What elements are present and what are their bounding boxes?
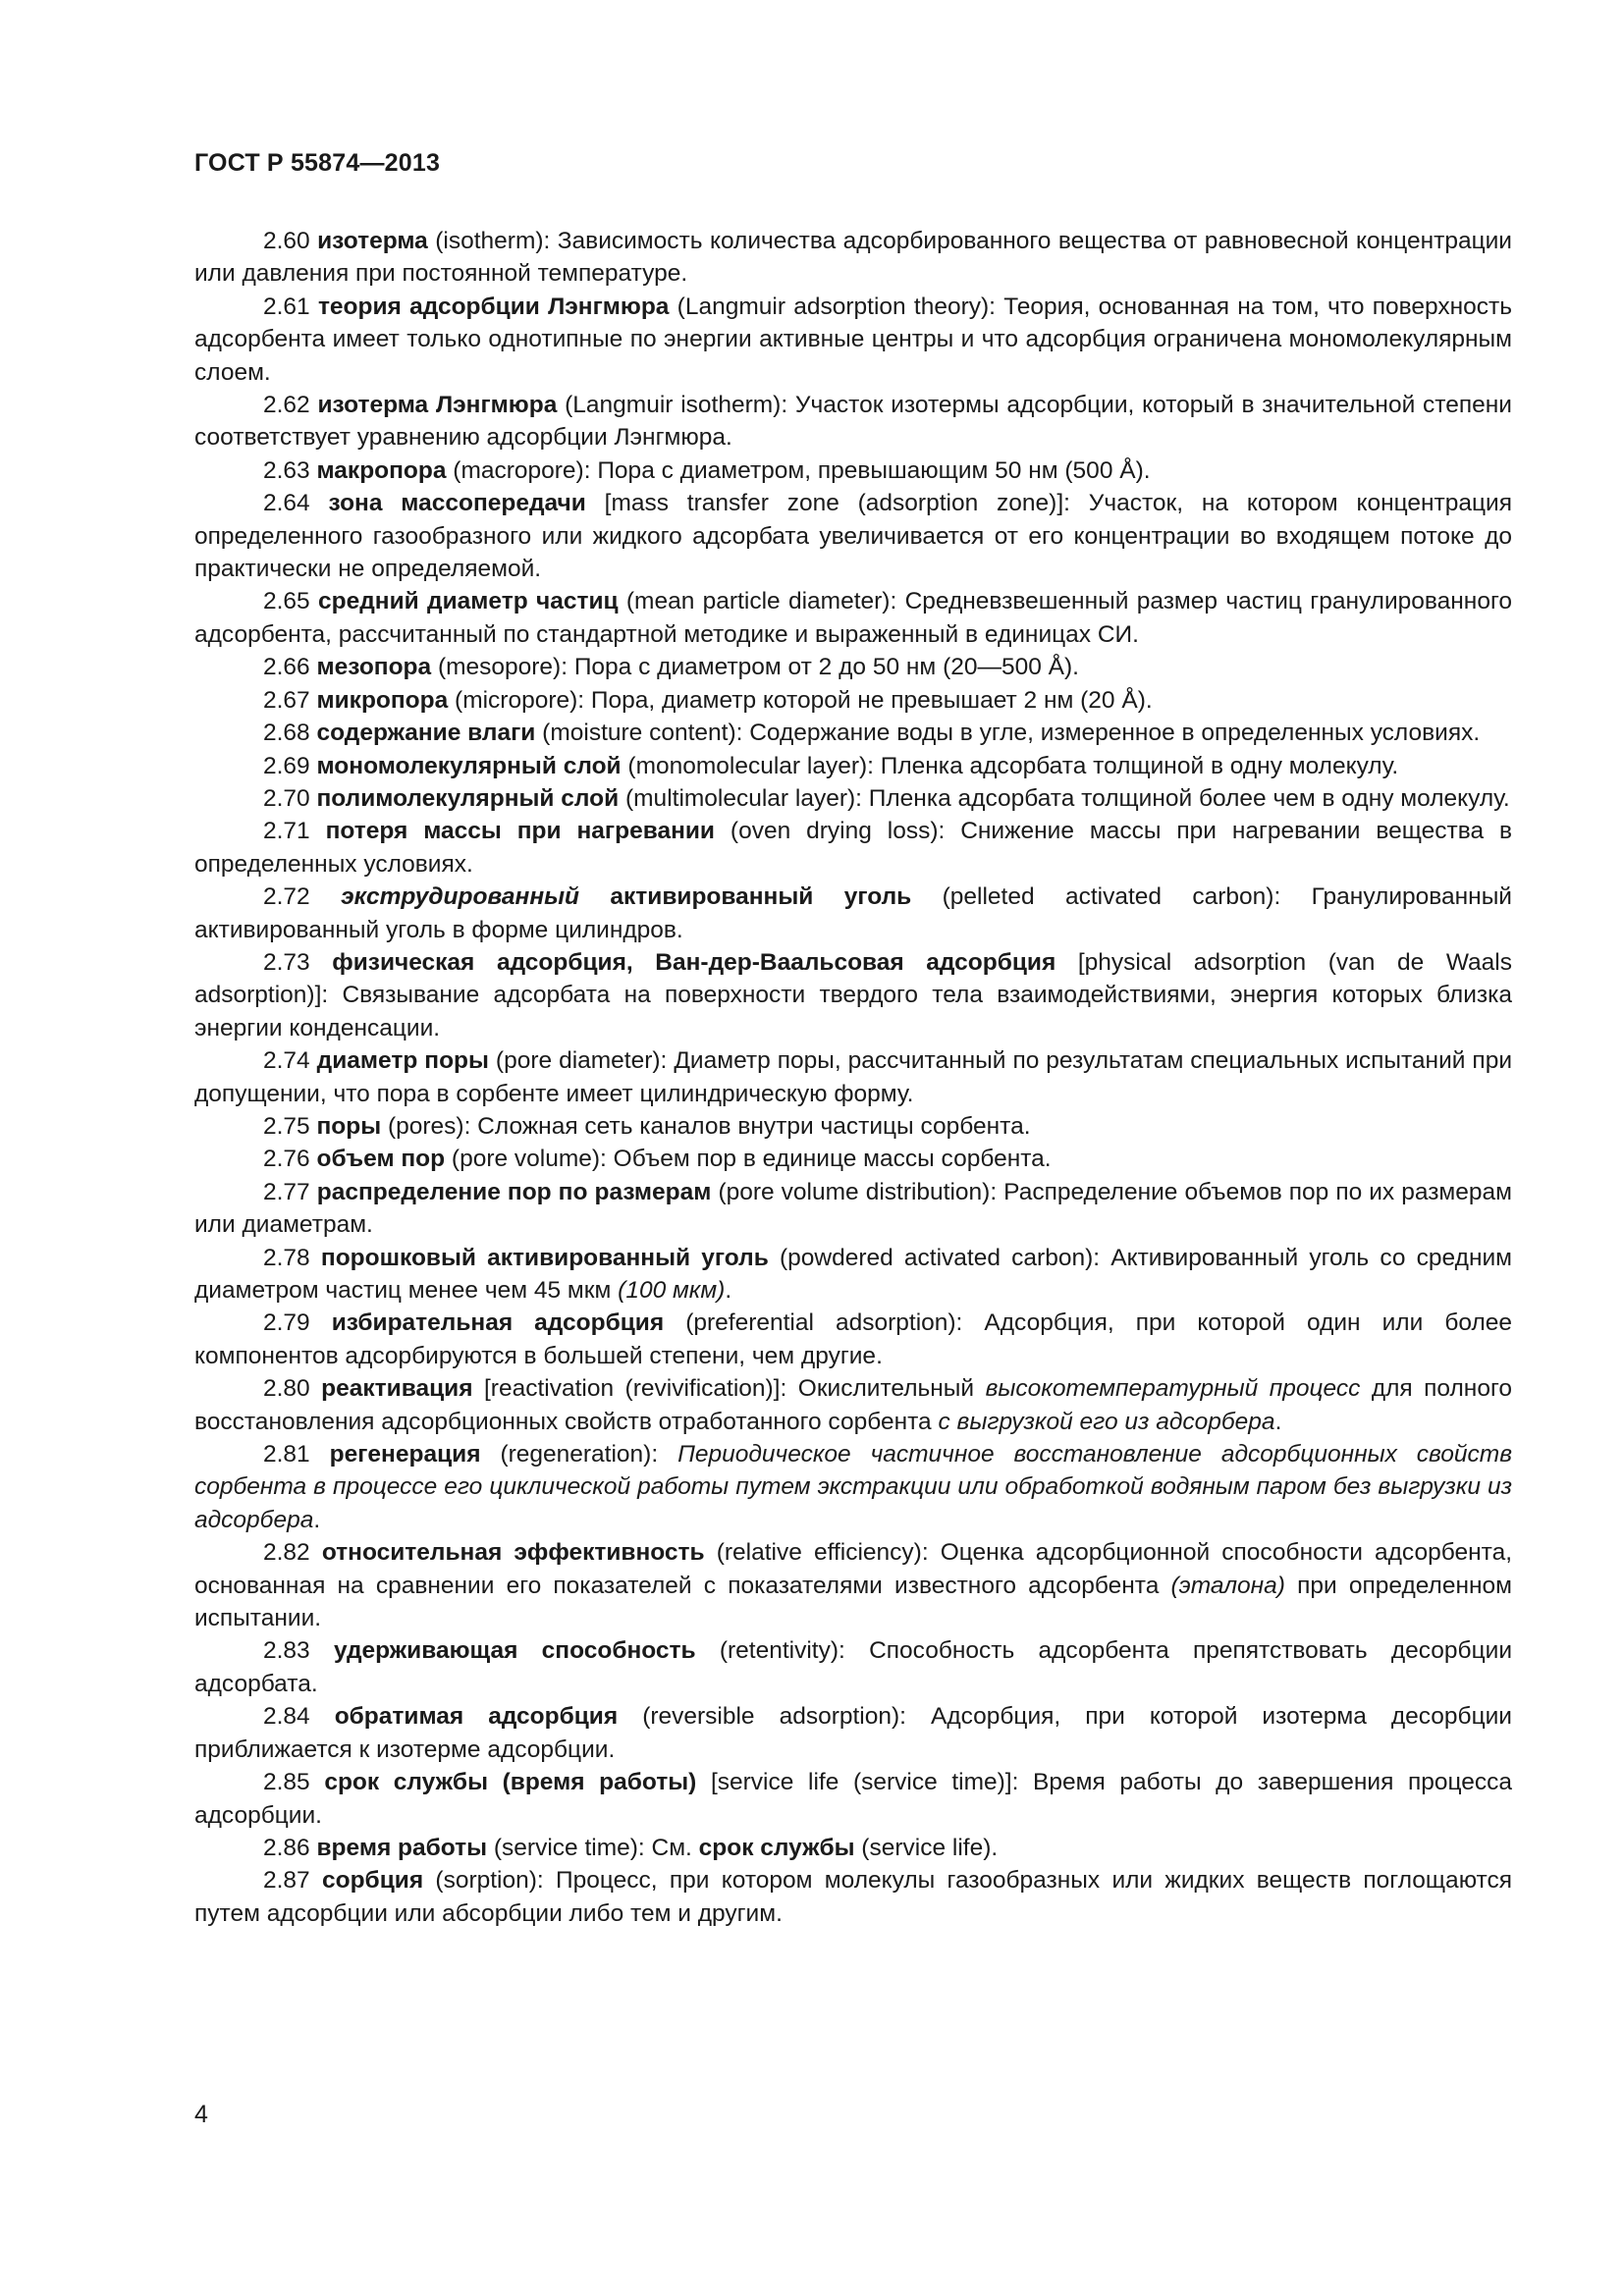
term-name: время работы [316, 1834, 488, 1861]
term-entry [194, 389, 1512, 454]
term-text-run: (monomolecular layer): Пленка адсорбата толщиной в одну молекулу. [621, 752, 1399, 779]
term-entry [194, 946, 1512, 1044]
term-entry [194, 782, 1512, 815]
term-name: срок службы [698, 1834, 855, 1861]
term-entry [194, 1307, 1512, 1372]
term-name: мезопора [316, 654, 432, 681]
term-text-run: (retentivity): Способность адсорбента препятствовать десорбции адсорбата. [194, 1637, 1512, 1697]
term-entry [194, 585, 1512, 651]
term-text-run: 2.87 [263, 1867, 322, 1895]
term-text-run: 2.66 [263, 654, 317, 681]
term-entry [194, 1176, 1512, 1242]
term-text-run: 2.79 [263, 1309, 332, 1337]
term-entry [194, 487, 1512, 585]
term-entry [194, 684, 1512, 717]
term-text-run: (isotherm): Зависимость количества адсорбированного вещества от равновесной концентрации или давления при постоянной температуре. [194, 228, 1512, 288]
term-text-run: (pore diameter): Диаметр поры, рассчитанный по результатам специальных испытаний при допущении, что пора в сорбенте имеет цилиндрическую форму. [194, 1047, 1513, 1107]
term-name: реактивация [321, 1375, 473, 1403]
term-name [341, 883, 579, 910]
term-entry [194, 1766, 1512, 1832]
term-text-run: 2.74 [263, 1047, 317, 1075]
term-name: средний диаметр частиц [318, 588, 619, 615]
term-text-run: 2.81 [263, 1441, 330, 1468]
term-text-run: 2.78 [263, 1244, 321, 1271]
term-name: удерживающая способность [333, 1637, 696, 1665]
term-text-run: (reversible adsorption): Адсорбция, при которой изотерма десорбции приближается к изотерме адсорбции. [194, 1703, 1512, 1763]
term-name: избирательная адсорбция [331, 1309, 665, 1337]
term-name: потеря массы при нагревании [325, 818, 715, 845]
term-text-run: 2.72 [263, 883, 342, 911]
term-text-run: (moisture content): Содержание воды в угле, измеренное в определенных условиях. [535, 720, 1481, 747]
term-text-run: [service life (service time)]: Время работы до завершения процесса адсорбции. [194, 1769, 1513, 1829]
term-entry [194, 1438, 1512, 1536]
term-name: физическая адсорбция, Ван-дер-Ваальсовая адсорбция [332, 948, 1056, 976]
term-text-run: 2.84 [263, 1703, 335, 1731]
term-text-run: высокотемпературный процесс [985, 1375, 1361, 1403]
term-name: изотерма [317, 228, 428, 254]
term-entry [194, 1044, 1512, 1110]
term-text-run: (эталона) [1170, 1572, 1285, 1599]
term-text-run: (100 мкм) [618, 1277, 726, 1304]
term-text-run: 2.60 [263, 228, 318, 254]
term-name: полимолекулярный слой [316, 784, 620, 812]
term-text-run: 2.62 [263, 392, 318, 419]
term-text-run: 2.63 [263, 456, 317, 484]
term-text-run: 2.71 [263, 818, 326, 845]
term-text-run: 2.65 [263, 588, 319, 615]
term-text-run: . [1274, 1408, 1282, 1435]
page-number: 4 [194, 2101, 208, 2128]
term-text-run: (service time): См. [487, 1834, 699, 1861]
term-text-run: (preferential adsorption): Адсорбция, при которой один или более компонентов адсорбируются в большей степени, чем другие. [194, 1309, 1513, 1369]
term-text-run: (Langmuir adsorption theory): Теория, основанная на том, что поверхность адсорбента имеет только однотипные по энергии активные центры и что адсорбция ограничена мономолекулярным слоем. [194, 293, 1512, 386]
term-entry [194, 750, 1512, 782]
term-name: сорбция [322, 1867, 424, 1895]
term-entry [194, 454, 1512, 487]
term-text-run: 2.82 [263, 1539, 322, 1567]
term-text-run: (relative efficiency): Оценка адсорбционной способности адсорбента, основанная на сравнении его показателей с показателями известного адсорбента [194, 1539, 1513, 1599]
term-entry [194, 1634, 1512, 1700]
term-text-run: [physical adsorption (van de Waals adsorption)]: Связывание адсорбата на поверхности твердого тела взаимодействиями, энергия которых близка энергии конденсации. [194, 948, 1512, 1041]
term-entry [194, 1864, 1512, 1930]
term-name: поры [316, 1112, 382, 1140]
term-text-run: . [313, 1506, 321, 1533]
term-text-run: 2.73 [263, 948, 333, 976]
term-entry [194, 291, 1512, 389]
term-text-run: 2.70 [263, 784, 317, 812]
term-text-run: 2.68 [263, 720, 317, 747]
term-name: срок службы (время работы) [324, 1769, 697, 1796]
terms-list [194, 225, 1512, 1930]
term-entry [194, 1143, 1512, 1175]
term-entry [194, 1700, 1512, 1766]
term-text-run: 2.85 [263, 1769, 325, 1796]
term-text-run: экструдированный [341, 883, 580, 911]
term-text-run: 2.69 [263, 752, 317, 779]
term-name: обратимая адсорбция [334, 1703, 619, 1731]
term-entry [194, 1536, 1512, 1634]
term-entry [194, 1110, 1512, 1143]
term-text-run: (powdered activated carbon): Активированный уголь со средним диаметром частиц менее чем 45 мкм [194, 1244, 1513, 1304]
term-text-run: (sorption): Процесс, при котором молекулы газообразных или жидких веществ поглощаются путем адсорбции или абсорбции либо тем и другим. [194, 1867, 1512, 1927]
term-text-run: при определенном испытании. [194, 1572, 1513, 1632]
term-text-run: . [725, 1277, 732, 1304]
term-text-run: (oven drying loss): Снижение массы при нагревании вещества в определенных условиях. [194, 818, 1513, 878]
term-text-run: [mass transfer zone (adsorption zone)]: Участок, на котором концентрация определенного газообразного или жидкого адсорбата увеличивается от его концентрации во входящем потоке до практически не определяемой. [194, 490, 1512, 583]
document-header: ГОСТ Р 55874—2013 [194, 149, 441, 177]
term-name: активированный уголь [579, 883, 912, 911]
term-text-run: (mesopore): Пора с диаметром от 2 до 50 нм (20—500 Å). [431, 654, 1079, 681]
term-text-run: с выгрузкой его из адсорбера [938, 1408, 1275, 1435]
term-text-run: (pelleted activated carbon): Гранулированный активированный уголь в форме цилиндров. [194, 883, 1512, 943]
term-entry [194, 881, 1512, 946]
term-text-run: (pore volume distribution): Распределение объемов пор по их размерам или диаметрам. [194, 1178, 1512, 1239]
term-text-run: 2.80 [263, 1375, 322, 1403]
term-text-run: 2.64 [263, 490, 329, 517]
term-entry [194, 651, 1512, 683]
term-name: объем пор [316, 1146, 446, 1173]
term-text-run: (pores): Сложная сеть каналов внутри частицы сорбента. [381, 1112, 1031, 1140]
term-name: микропора [316, 686, 449, 714]
term-text-run: 2.83 [263, 1637, 334, 1665]
term-entry [194, 1372, 1512, 1438]
term-text-run: (Langmuir isotherm): Участок изотермы адсорбции, который в значительной степени соответствует уравнению адсорбции Лэнгмюра. [194, 392, 1512, 452]
term-text-run: 2.76 [263, 1146, 317, 1173]
term-text-run: 2.75 [263, 1112, 317, 1140]
term-text-run: (multimolecular layer): Пленка адсорбата толщиной более чем в одну молекулу. [619, 784, 1510, 812]
term-text-run: (mean particle diameter): Средневзвешенный размер частиц гранулированного адсорбента, рассчитанный по стандартной методике и выраженный в единицах СИ. [194, 588, 1512, 648]
term-text-run: 2.86 [263, 1834, 317, 1861]
term-name: распределение пор по размерам [316, 1178, 712, 1205]
term-name: зона массопередачи [328, 490, 586, 517]
term-name: содержание влаги [316, 720, 536, 747]
term-text-run: (pore volume): Объем пор в единице массы сорбента. [445, 1146, 1052, 1173]
term-entry [194, 717, 1512, 749]
term-name: порошковый активированный уголь [320, 1244, 769, 1271]
term-name: регенерация [329, 1441, 481, 1468]
term-text-run: (service life). [854, 1834, 999, 1861]
term-name: относительная эффективность [321, 1539, 705, 1567]
term-text-run: 2.61 [263, 293, 318, 320]
term-entry [194, 1242, 1512, 1308]
term-entry [194, 225, 1512, 291]
term-text-run: (macropore): Пора с диаметром, превышающим 50 нм (500 Å). [446, 456, 1151, 484]
term-text-run: (micropore): Пора, диаметр которой не превышает 2 нм (20 Å). [448, 686, 1153, 714]
term-name: теория адсорбции Лэнгмюра [317, 293, 670, 320]
term-name: макропора [316, 456, 447, 484]
term-name: диаметр поры [316, 1047, 489, 1075]
term-name: изотерма Лэнгмюра [317, 392, 558, 419]
term-text-run: для полного восстановления адсорбционных свойств отработанного сорбента [194, 1375, 1512, 1435]
term-entry [194, 815, 1512, 881]
term-entry [194, 1832, 1512, 1864]
term-text-run: 2.77 [263, 1178, 317, 1205]
term-text-run: Периодическое частичное восстановление адсорбционных свойств сорбента в процессе его циклической работы путем экстракции или обработкой водяным паром без выгрузки из адсорбера [194, 1441, 1512, 1533]
term-text-run: 2.67 [263, 686, 317, 714]
term-text-run: [reactivation (revivification)]: Окислительный [472, 1375, 986, 1403]
term-text-run: (regeneration): [480, 1441, 678, 1468]
term-name: мономолекулярный слой [316, 752, 622, 779]
